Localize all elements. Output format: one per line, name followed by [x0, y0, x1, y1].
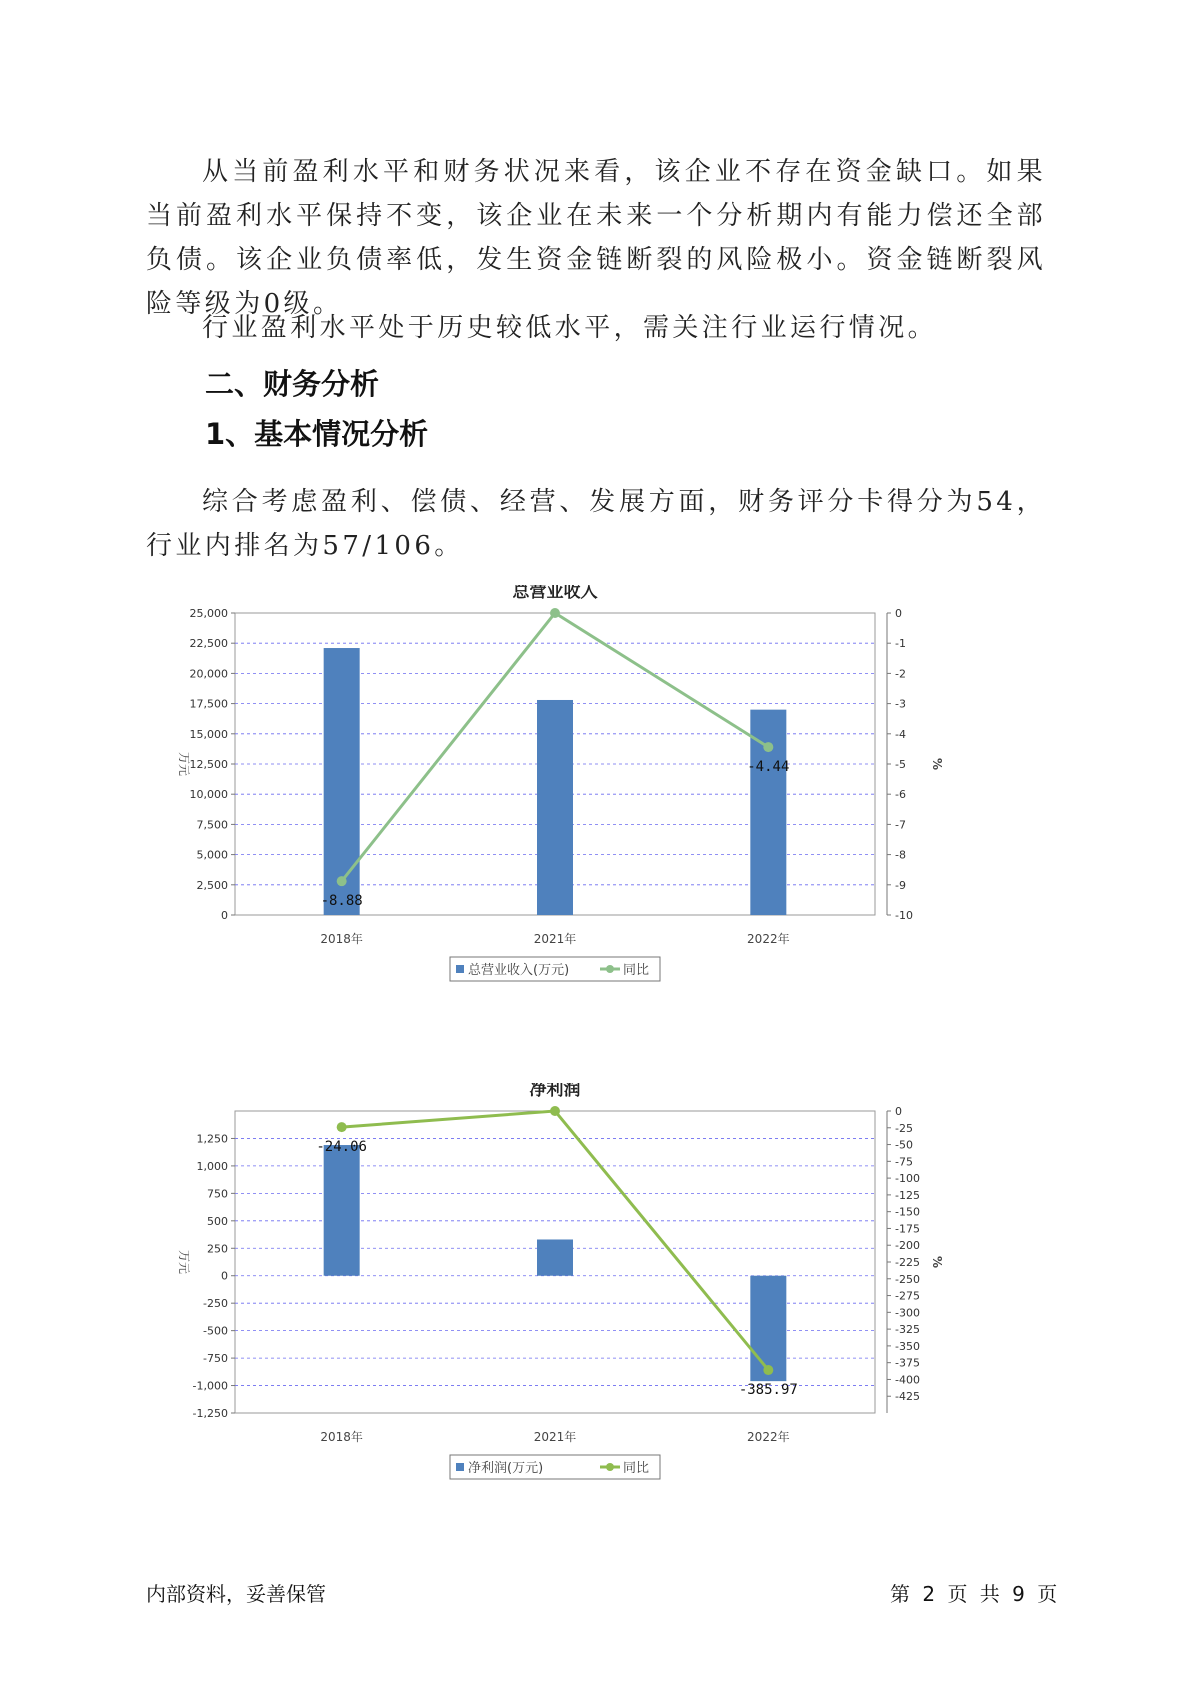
net-profit-chart-bar [537, 1239, 573, 1275]
net-profit-chart-title: 净利润 [529, 1083, 581, 1100]
net-profit-chart-y2tick-label: -75 [895, 1155, 913, 1169]
net-profit-chart-ytick-label: -1,250 [192, 1407, 228, 1420]
paragraph-scorecard: 综合考虑盈利、偿债、经营、发展方面，财务评分卡得分为54，行业内排名为57/106。 [146, 487, 1046, 561]
revenue-chart-y2tick-label: -6 [895, 788, 906, 802]
net-profit-chart-ytick-label: 250 [207, 1242, 228, 1256]
revenue-chart-y2tick-label: -7 [895, 818, 906, 832]
subsection-heading-basic-analysis: 1、基本情况分析 [205, 417, 429, 451]
net-profit-chart-ytick-label: -500 [203, 1324, 228, 1338]
net-profit-chart-y2tick-label: -250 [895, 1272, 920, 1286]
paragraph-funding-gap: 从当前盈利水平和财务状况来看，该企业不存在资金缺口。如果当前盈利水平保持不变，该企业在未来一个分析期内有能力偿还全部负债。该企业负债率低，发生资金链断裂的风险极小。资金链断裂风险等级为0级。 [146, 157, 1046, 319]
revenue-chart-ytick-label: 12,500 [189, 758, 228, 771]
net-profit-chart-y2tick-label: 0 [895, 1105, 902, 1118]
net-profit-chart-bar [324, 1145, 360, 1276]
net-profit-chart-point-label: -385.97 [738, 1382, 798, 1399]
net-profit-chart-ytick-label: 1,000 [196, 1159, 228, 1173]
net-profit-chart-point-label: -24.06 [316, 1139, 367, 1156]
net-profit-chart-ytick-label: 500 [207, 1214, 228, 1228]
section-heading-financial-analysis: 二、财务分析 [205, 367, 380, 401]
revenue-chart-ytick-label: 5,000 [196, 848, 228, 862]
revenue-chart-ytick-label: 10,000 [189, 788, 228, 802]
footer-page-number: 第 2 页 共 9 页 [890, 1582, 1058, 1606]
revenue-chart-ytick-label: 17,500 [189, 697, 228, 711]
revenue-chart-y2tick-label: -10 [895, 909, 913, 922]
revenue-chart-y2label: % [930, 757, 944, 771]
net-profit-chart-xtick-label: 2018年 [320, 1430, 363, 1444]
net-profit-chart-y2tick-label: -425 [895, 1390, 920, 1404]
net-profit-chart-svg [170, 1083, 1050, 1523]
revenue-chart-title: 总营业收入 [512, 585, 598, 602]
net-profit-chart-legend-line-label: 同比 [623, 1461, 650, 1476]
revenue-chart-legend-bar-label: 总营业收入(万元) [468, 963, 570, 978]
net-profit-chart-ytick-label: -750 [203, 1352, 228, 1366]
revenue-chart-y2tick-label: -1 [895, 637, 906, 651]
net-profit-chart-y2label: % [930, 1255, 944, 1269]
net-profit-chart-y2tick-label: -300 [895, 1306, 920, 1320]
net-profit-chart-legend-bar-swatch [456, 1463, 464, 1471]
revenue-chart-y2tick-label: 0 [895, 607, 902, 620]
revenue-chart-line-point [763, 742, 773, 752]
revenue-chart-xtick-label: 2018年 [320, 932, 363, 946]
revenue-chart-legend-line-label: 同比 [623, 963, 650, 978]
net-profit-chart-line-point [550, 1106, 560, 1116]
revenue-chart-y2tick-label: -3 [895, 697, 906, 711]
revenue-chart-ytick-label: 22,500 [189, 637, 228, 651]
net-profit-chart-ytick-label: 0 [221, 1269, 228, 1283]
net-profit-chart-ytick-label: 1,250 [196, 1132, 228, 1146]
revenue-chart-line-point [337, 876, 347, 886]
revenue-chart-bar [537, 700, 573, 915]
revenue-chart-legend-bar-swatch [456, 965, 464, 973]
revenue-chart-svg [170, 585, 1050, 1025]
net-profit-chart-legend-bar-label: 净利润(万元) [468, 1461, 544, 1476]
net-profit-chart-y2tick-label: -350 [895, 1339, 920, 1353]
net-profit-chart-xtick-label: 2021年 [533, 1430, 577, 1444]
net-profit-chart-ylabel: 万元 [177, 1249, 191, 1275]
revenue-chart-ytick-label: 7,500 [196, 818, 228, 832]
net-profit-chart-ytick-label: -250 [203, 1297, 228, 1311]
revenue-chart-ylabel: 万元 [177, 751, 191, 777]
revenue-chart-point-label: -4.44 [747, 759, 790, 776]
revenue-chart-legend-line-dot [606, 965, 614, 973]
net-profit-chart-y2tick-label: -375 [895, 1356, 920, 1370]
revenue-chart-xtick-label: 2021年 [533, 932, 577, 946]
net-profit-chart-ytick-label: -1,000 [192, 1379, 228, 1393]
net-profit-chart-line-point [763, 1365, 773, 1375]
net-profit-chart-y2tick-label: -50 [895, 1138, 913, 1152]
revenue-chart-bar [324, 648, 360, 915]
revenue-chart-ytick-label: 20,000 [189, 667, 228, 681]
net-profit-chart-ytick-label: 750 [207, 1187, 228, 1201]
net-profit-chart-y2tick-label: -150 [895, 1205, 920, 1219]
footer-confidential-note: 内部资料，妥善保管 [146, 1582, 326, 1606]
net-profit-chart-y2tick-label: -400 [895, 1373, 920, 1387]
revenue-chart-xtick-label: 2022年 [747, 932, 790, 946]
net-profit-chart-y2tick-label: -225 [895, 1256, 920, 1269]
revenue-chart-y2tick-label: -5 [895, 758, 906, 771]
net-profit-chart-y2tick-label: -325 [895, 1323, 920, 1337]
net-profit-chart [170, 1083, 1050, 1523]
revenue-chart-point-label: -8.88 [320, 893, 363, 910]
revenue-chart-y2tick-label: -8 [895, 848, 906, 862]
revenue-chart [170, 585, 1050, 1025]
net-profit-chart-y2tick-label: -125 [895, 1188, 920, 1202]
revenue-chart-ytick-label: 2,500 [196, 878, 228, 892]
revenue-chart-line-point [550, 608, 560, 618]
revenue-chart-y2tick-label: -9 [895, 878, 906, 892]
revenue-chart-ytick-label: 15,000 [189, 727, 228, 741]
revenue-chart-y2tick-label: -2 [895, 667, 906, 681]
net-profit-chart-y2tick-label: -200 [895, 1239, 920, 1253]
net-profit-chart-y2tick-label: -100 [895, 1172, 920, 1186]
paragraph-industry-profit: 行业盈利水平处于历史较低水平，需关注行业运行情况。 [202, 313, 938, 343]
net-profit-chart-y2tick-label: -25 [895, 1121, 913, 1135]
revenue-chart-y2tick-label: -4 [895, 727, 906, 741]
net-profit-chart-y2tick-label: -175 [895, 1222, 920, 1236]
revenue-chart-ytick-label: 0 [221, 909, 228, 922]
revenue-chart-ytick-label: 25,000 [189, 607, 228, 620]
net-profit-chart-line-point [337, 1122, 347, 1132]
net-profit-chart-legend-line-dot [606, 1463, 614, 1471]
net-profit-chart-xtick-label: 2022年 [747, 1430, 790, 1444]
net-profit-chart-y2tick-label: -275 [895, 1289, 920, 1303]
